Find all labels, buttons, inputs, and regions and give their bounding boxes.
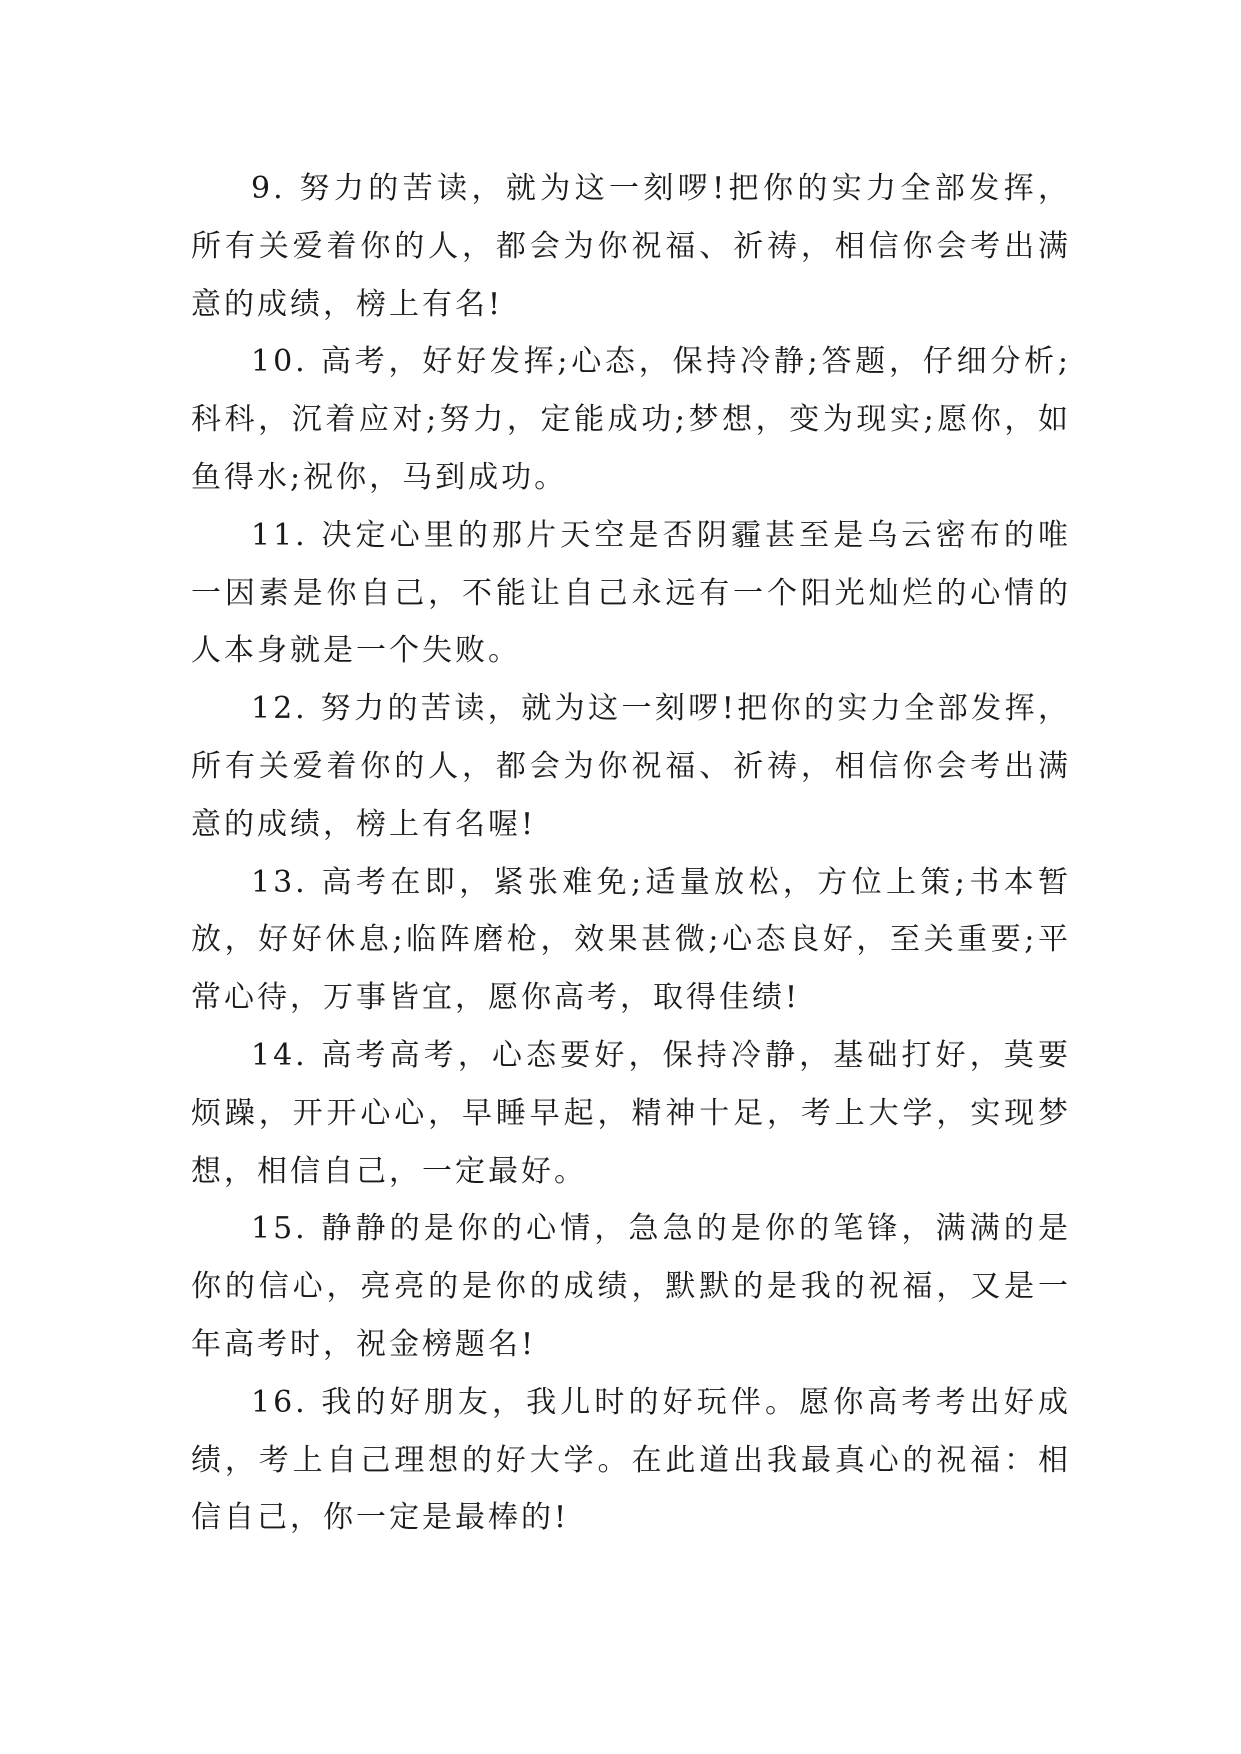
paragraph-14: 14. 高考高考，心态要好，保持冷静，基础打好，莫要烦躁，开开心心，早睡早起，精神十足，考上大学，实现梦想，相信自己，一定最好。 [191, 1037, 1071, 1189]
paragraph-16: 16. 我的好朋友，我儿时的好玩伴。愿你高考考出好成绩，考上自己理想的好大学。在此道出我最真心的祝福：相信自己，你一定是最棒的! [191, 1384, 1071, 1536]
paragraph-13: 13. 高考在即，紧张难免;适量放松，方位上策;书本暂放，好好休息;临阵磨枪，效果甚微;心态良好，至关重要;平常心待，万事皆宜，愿你高考，取得佳绩! [191, 864, 1071, 1016]
paragraph-10: 10. 高考，好好发挥;心态，保持冷静;答题，仔细分析;科科，沉着应对;努力，定能成功;梦想，变为现实;愿你，如鱼得水;祝你，马到成功。 [191, 344, 1071, 495]
paragraph-15: 15. 静静的是你的心情，急急的是你的笔锋，满满的是你的信心，亮亮的是你的成绩，默默的是我的祝福，又是一年高考时，祝金榜题名! [191, 1211, 1071, 1362]
document-body [191, 160, 1071, 1547]
paragraph-9: 9. 努力的苦读，就为这一刻啰!把你的实力全部发挥，所有关爱着你的人，都会为你祝福、祈祷，相信你会考出满意的成绩，榜上有名! [191, 171, 1071, 322]
paragraph-12: 12. 努力的苦读，就为这一刻啰!把你的实力全部发挥，所有关爱着你的人，都会为你祝福、祈祷，相信你会考出满意的成绩，榜上有名喔! [191, 691, 1071, 842]
paragraph-11: 11. 决定心里的那片天空是否阴霾甚至是乌云密布的唯一因素是你自己，不能让自己永远有一个阳光灿烂的心情的人本身就是一个失败。 [191, 517, 1071, 669]
